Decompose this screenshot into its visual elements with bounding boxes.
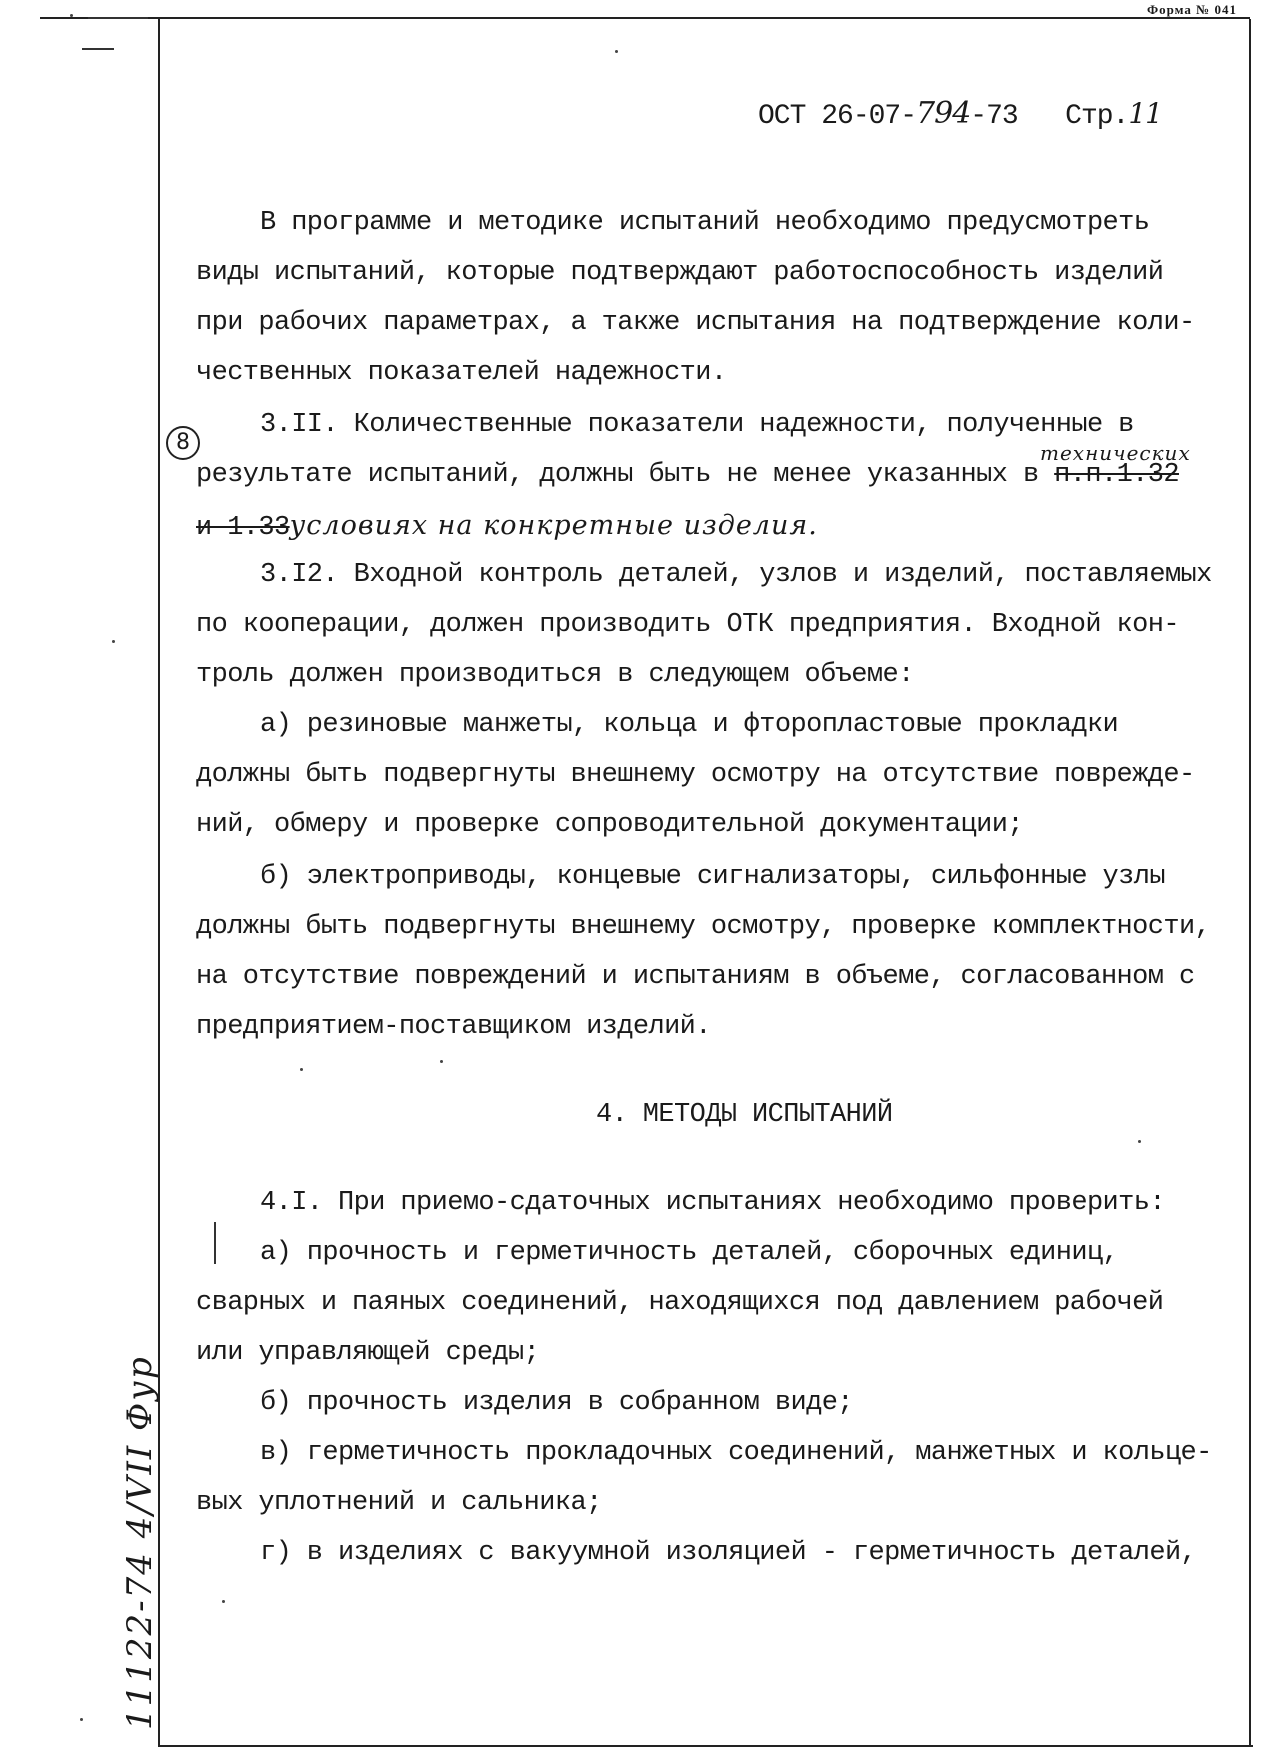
scan-speck bbox=[615, 50, 618, 53]
handwritten-insert-top: технических bbox=[1040, 441, 1191, 465]
text-line: при рабочих параметрах, а также испытания на подтверждение коли- bbox=[196, 308, 1195, 338]
text-line: чественных показателей надежности. bbox=[196, 358, 727, 388]
text-line: б) прочность изделия в собранном виде; bbox=[260, 1388, 853, 1418]
text-line: предприятием-поставщиком изделий. bbox=[196, 1012, 711, 1042]
section-title: 4. МЕТОДЫ ИСПЫТАНИЙ bbox=[596, 1100, 893, 1130]
scan-speck bbox=[300, 1068, 303, 1071]
text-line: ний, обмеру и проверке сопроводительной документации; bbox=[196, 810, 1023, 840]
text-line: 4.I. При приемо-сдаточных испытаниях необходимо проверить: bbox=[260, 1188, 1165, 1218]
text-line: в) герметичность прокладочных соединений, манжетных и кольце- bbox=[260, 1438, 1212, 1468]
text-line: или управляющей среды; bbox=[196, 1338, 540, 1368]
corner-dash bbox=[88, 17, 148, 19]
struck-reference: и 1.33 bbox=[196, 513, 290, 543]
text-span: результате испытаний, должны быть не менее указанных в bbox=[196, 460, 1039, 490]
form-number-label: Форма № 041 bbox=[1146, 2, 1237, 17]
text-line: по кооперации, должен производить ОТК предприятия. Входной кон- bbox=[196, 610, 1179, 640]
text-line: б) электроприводы, концевые сигнализаторы, сильфонные узлы bbox=[260, 862, 1165, 892]
scan-speck bbox=[1138, 1140, 1141, 1143]
scan-speck bbox=[112, 640, 115, 643]
text-line: 3.II. Количественные показатели надежности, полученные в bbox=[260, 410, 1134, 440]
text-line: виды испытаний, которые подтверждают работоспособность изделий bbox=[196, 258, 1164, 288]
handwritten-insert: условиях на конкретные изделия. bbox=[289, 510, 818, 541]
text-line: а) резиновые манжеты, кольца и фторопластовые прокладки bbox=[260, 710, 1119, 740]
page-number: 11 bbox=[1128, 97, 1162, 130]
margin-mark bbox=[214, 1222, 216, 1264]
text-line: сварных и паяных соединений, находящихся под давлением рабочей bbox=[196, 1288, 1164, 1318]
text-line bbox=[196, 510, 818, 543]
scan-speck bbox=[80, 1718, 83, 1721]
scan-speck bbox=[440, 1060, 443, 1063]
scan-speck bbox=[70, 14, 73, 17]
corner-dash bbox=[82, 48, 114, 50]
page-frame-right bbox=[1249, 19, 1251, 1745]
margin-side-note: 11122-74 4/VII Фур bbox=[120, 1355, 160, 1730]
circled-mark: 8 bbox=[166, 426, 200, 460]
text-line bbox=[196, 460, 1179, 490]
standard-prefix: ОСТ 26-07- bbox=[758, 101, 917, 132]
text-line: троль должен производиться в следующем объеме: bbox=[196, 660, 914, 690]
text-line: должны быть подвергнуты внешнему осмотру на отсутствие поврежде- bbox=[196, 760, 1195, 790]
text-line: должны быть подвергнуты внешнему осмотру, проверке комплектности, bbox=[196, 912, 1211, 942]
standard-number: 794 bbox=[916, 96, 971, 131]
page-label: Стр. bbox=[1065, 101, 1129, 132]
text-line: В программе и методике испытаний необходимо предусмотреть bbox=[260, 208, 1150, 238]
text-line: г) в изделиях с вакуумной изоляцией - герметичность деталей, bbox=[260, 1538, 1197, 1568]
text-line: 3.I2. Входной контроль деталей, узлов и изделий, поставляемых bbox=[260, 560, 1212, 590]
text-line: а) прочность и герметичность деталей, сборочных единиц, bbox=[260, 1238, 1119, 1268]
struck-reference: п.п.1.32 bbox=[1054, 460, 1179, 490]
scan-speck bbox=[222, 1600, 225, 1603]
standard-suffix: -73 bbox=[970, 101, 1018, 132]
document-header bbox=[758, 96, 1162, 132]
text-line: вых уплотнений и сальника; bbox=[196, 1488, 602, 1518]
text-line: на отсутствие повреждений и испытаниям в объеме, согласованном с bbox=[196, 962, 1195, 992]
